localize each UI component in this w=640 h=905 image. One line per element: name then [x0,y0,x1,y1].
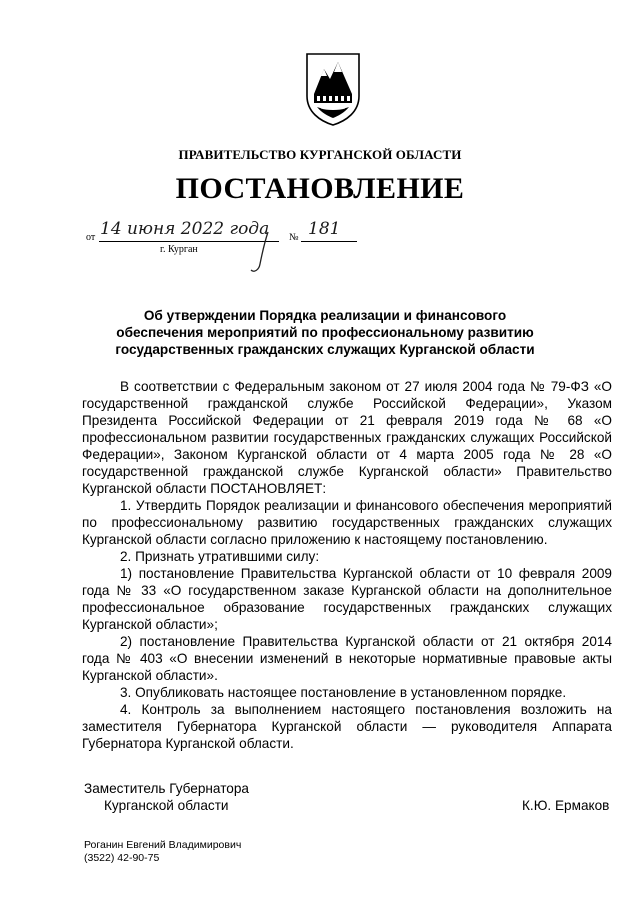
signatory-name: К.Ю. Ермаков [522,798,610,813]
signatory-position-line1: Заместитель Губернатора [84,781,249,796]
document-subject: Об утверждении Порядка реализации и финансового обеспечения мероприятий по профессиональному развитию государственных гражданских служащих Курганской области [115,308,535,357]
document-body [82,378,612,752]
handwritten-date: 14 июня 2022 года [100,219,270,239]
body-paragraph: 2. Признать утратившими силу: [120,549,320,564]
number-underline [301,241,357,242]
document-title: ПОСТАНОВЛЕНИЕ [175,172,465,205]
signatory-position-line2: Курганской области [104,798,229,813]
government-name: ПРАВИТЕЛЬСТВО КУРГАНСКОЙ ОБЛАСТИ [178,147,462,162]
number-label: № [289,232,299,243]
executor-info [84,839,241,865]
body-paragraph: 3. Опубликовать настоящее постановление в установленном порядке. [120,685,567,700]
handwritten-number: 181 [308,219,341,239]
body-paragraph: 4. Контроль за выполнением настоящего постановления возложить на заместителя Губернатора Курганской области — руководителя Аппарата Губернатора Курганской области. [82,702,612,751]
body-paragraph: 1. Утвердить Порядок реализации и финансового обеспечения мероприятий по профессиональному развитию государственных гражданских служащих Курганской области согласно приложению к настоящему постановлению. [82,498,612,547]
city-label: г. Курган [160,244,198,255]
body-paragraph: 2) постановление Правительства Курганской области от 21 октября 2014 года № 403 «О внесении изменений в некоторые нормативные правовые акты Курганской области». [82,634,612,683]
body-paragraph: 1) постановление Правительства Курганской области от 10 февраля 2009 года № 33 «О государственном заказе Курганской области на дополнительное профессиональное образование государственных гражданских служащих Курганской области»; [82,566,612,632]
executor-phone: (3522) 42-90-75 [84,852,160,864]
preamble-paragraph: В соответствии с Федеральным законом от 27 июля 2004 года № 79-ФЗ «О государственной гражданской службе Российской Федерации», Указом Президента Российской Федерации от 21 февраля 2019 года № 68 «О профессиональном развитии государственных гражданских служащих Российской Федерации», Законом Курганской области от 4 марта 2005 года № 28 «О государственной гражданской службе Курганской области» Правительство Курганской области ПОСТАНОВЛЯЕТ: [82,379,612,496]
from-label: от [86,232,96,243]
executor-name: Роганин Евгений Владимирович [84,839,242,851]
kurgan-oblast-coat-of-arms-icon [304,52,362,126]
handwritten-stroke [240,228,280,278]
